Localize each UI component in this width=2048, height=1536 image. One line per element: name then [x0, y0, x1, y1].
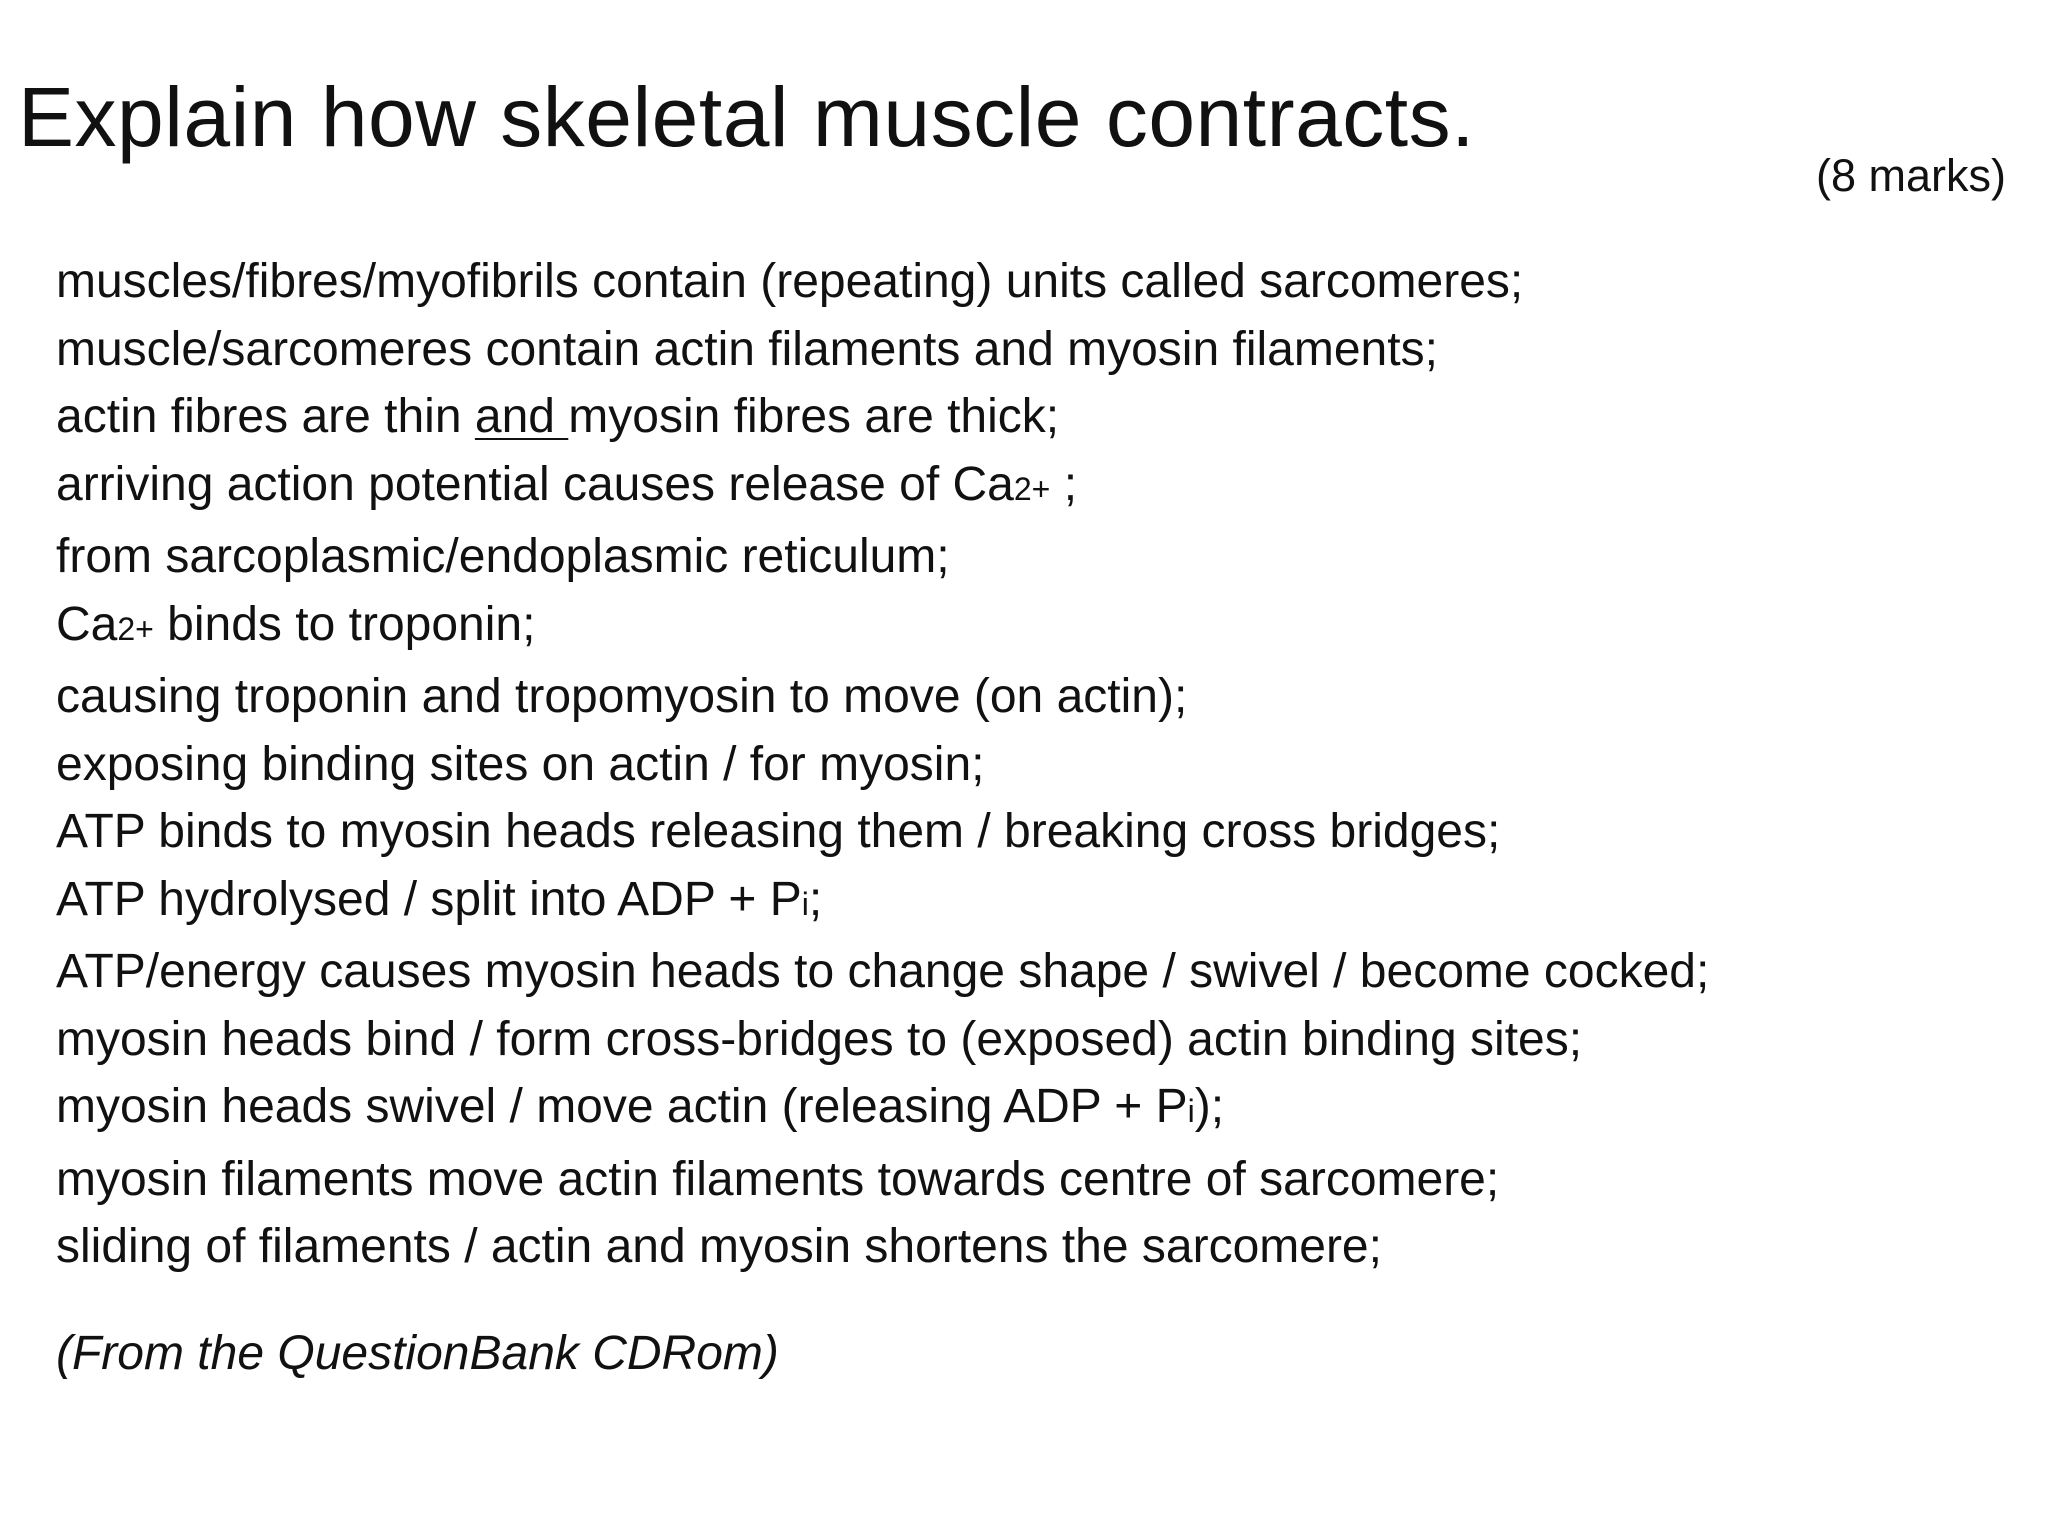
- mark-point-text: binds to troponin;: [153, 597, 536, 651]
- mark-point-text: myosin heads swivel / move actin (releasing ADP + P: [56, 1080, 1188, 1133]
- mark-point: [56, 383, 2016, 451]
- mark-point-text: ;: [808, 872, 823, 926]
- question-title: Explain how skeletal muscle contracts.: [18, 70, 1475, 165]
- mark-point: myosin filaments move actin filaments towards centre of sarcomere;: [56, 1152, 1500, 1206]
- phosphate-subscript: i: [1187, 1093, 1195, 1129]
- mark-scheme-list: [56, 248, 2016, 1281]
- underlined-word: and: [474, 390, 569, 443]
- mark-point: sliding of filaments / actin and myosin shortens the sarcomere;: [56, 1220, 1382, 1273]
- marks-allocation: (8 marks): [1816, 150, 2006, 201]
- mark-point-text: ;: [1050, 457, 1078, 511]
- mark-point-text: Ca: [56, 597, 118, 651]
- mark-point-text: );: [1194, 1080, 1225, 1133]
- mark-point: myosin heads bind / form cross-bridges to (exposed) actin binding sites;: [56, 1012, 1583, 1066]
- mark-point: ATP binds to myosin heads releasing them / breaking cross bridges;: [56, 805, 1501, 858]
- ion-charge: 2+: [117, 610, 154, 647]
- mark-point: causing troponin and tropomyosin to move (on actin);: [56, 670, 1188, 723]
- mark-point: muscles/fibres/myofibrils contain (repeating) units called sarcomeres;: [56, 255, 1524, 308]
- mark-point: [56, 1073, 2016, 1146]
- mark-point: [56, 591, 2016, 664]
- mark-point-text: myosin fibres are thick;: [568, 390, 1060, 443]
- source-citation: (From the QuestionBank CDRom): [56, 1327, 779, 1380]
- ion-charge: 2+: [1013, 470, 1051, 507]
- mark-point: from sarcoplasmic/endoplasmic reticulum;: [56, 530, 950, 583]
- mark-point-text: actin fibres are thin: [56, 390, 475, 443]
- mark-point: muscle/sarcomeres contain actin filaments and myosin filaments;: [56, 322, 1438, 376]
- phosphate-subscript: i: [801, 885, 809, 922]
- mark-point-text: arriving action potential causes release of Ca: [56, 457, 1014, 511]
- mark-point-text: ATP hydrolysed / split into ADP + P: [56, 872, 802, 926]
- mark-point: [56, 451, 2016, 524]
- mark-point: [56, 866, 2016, 939]
- mark-point: exposing binding sites on actin / for myosin;: [56, 737, 985, 791]
- mark-point: ATP/energy causes myosin heads to change shape / swivel / become cocked;: [56, 945, 1710, 998]
